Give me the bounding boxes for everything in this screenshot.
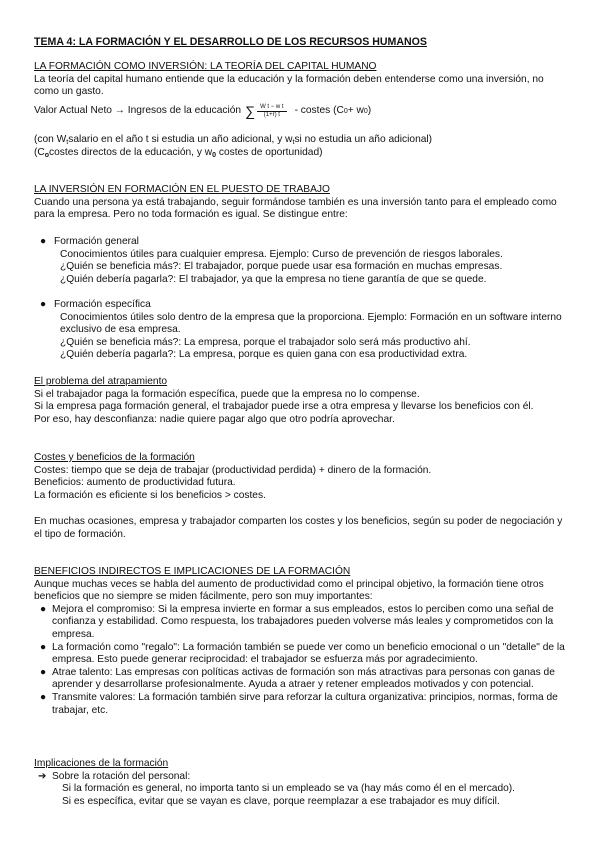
section-heading: LA FORMACIÓN COMO INVERSIÓN: LA TEORÍA DEL CAPITAL HUMANO	[34, 61, 377, 72]
note-text: costes directos de la educación, y w	[49, 146, 213, 158]
note-line	[34, 147, 566, 160]
note-line	[34, 134, 566, 147]
note-text: salario en el año t si estudia un año adicional, y w	[68, 134, 293, 145]
item-line: Si es específica, evitar que se vayan es clave, porque reemplazar a ese trabajador es muy difícil.	[62, 795, 500, 807]
paragraph: La formación es eficiente si los beneficios > costes.	[34, 489, 266, 501]
formula-van: Valor Actual Neto → Ingresos de la educación ∑ $\frac{\text{W t − w t}}{(1+r) t}$ - costes (C 0 + w 0 )	[34, 103, 372, 120]
list-item	[34, 642, 566, 667]
formula-notes	[34, 134, 566, 159]
bullet-icon: ●	[40, 603, 47, 615]
bullet-icon: ●	[40, 691, 47, 703]
list-item	[34, 604, 566, 642]
section-implicaciones	[34, 758, 566, 808]
section-capital-humano	[34, 61, 566, 99]
paragraph: Si la empresa paga formación general, el trabajador puede irse a otra empresa y llevarse los beneficios con él.	[34, 401, 534, 413]
paragraph: En muchas ocasiones, empresa y trabajador comparten los costes y los beneficios, según su poder de negociación y el tipo de formación.	[34, 516, 563, 540]
bullet-icon: ●	[40, 666, 47, 678]
formula-close: )	[367, 105, 372, 117]
bullet-icon: ●	[40, 641, 47, 653]
section-heading: LA INVERSIÓN EN FORMACIÓN EN EL PUESTO DE TRABAJO	[34, 184, 330, 195]
item-line: Conocimientos útiles para cualquier empresa. Ejemplo: Curso de prevención de riesgos laborales.	[60, 248, 503, 260]
note-sub: t	[66, 139, 69, 146]
note-sub: 0	[212, 151, 217, 159]
document-title: TEMA 4: LA FORMACIÓN Y EL DESARROLLO DE LOS RECURSOS HUMANOS	[34, 36, 427, 48]
arrow-right-icon: ➔	[38, 770, 47, 782]
fraction-numerator: W t − w t	[257, 104, 287, 112]
note-text: (con W	[34, 134, 67, 145]
formula-plus: + w	[347, 105, 364, 117]
item-line: Conocimientos útiles solo dentro de la empresa que la proporciona. Ejemplo: Formación en un software interno exclusivo de esa empresa.	[60, 311, 562, 336]
arrow-list-item	[34, 771, 566, 784]
list-formacion-especifica	[34, 299, 566, 362]
item-title: Formación general	[54, 236, 139, 247]
item-title: Formación específica	[54, 299, 151, 310]
benefits-list	[34, 604, 566, 717]
note-text: (C	[34, 146, 45, 158]
section-beneficios-indirectos	[34, 566, 566, 717]
fraction-denominator: (1+r) t	[263, 112, 280, 118]
item-text: Atrae talento: Las empresas con políticas activas de formación son más atractivas para personas con ganas de aprender y desarrollarse profesionalmente. Ayuda a atraer y retener empleados motivados y con potencial.	[52, 666, 555, 691]
section-costes-beneficios	[34, 452, 566, 502]
item-text: Mejora el compromiso: Si la empresa invierte en formar a sus empleados, estos lo perciben como una señal de confianza y estabilidad. Como respuesta, los trabajadores pueden volverse más leales y comprometidos con la empresa.	[52, 603, 554, 640]
list-formacion-general	[34, 236, 566, 286]
item-line: ¿Quién debería pagarla?: El trabajador, ya que la empresa no tiene garantía de que se quede.	[60, 273, 487, 285]
list-item	[34, 667, 566, 692]
item-text: Transmite valores: La formación también sirve para reforzar la cultura organizativa: principios, normas, forma de trabajar, etc.	[52, 691, 558, 716]
item-line: Si la formación es general, no importa tanto si un empleado se va (hay más como él en el mercado).	[62, 783, 516, 795]
formula-prefix: Valor Actual Neto → Ingresos de la educación	[34, 105, 242, 117]
note-sub: t	[292, 139, 295, 146]
item-line: ¿Quién se beneficia más?: El trabajador, porque puede usar esa formación en muchas empresas.	[60, 261, 503, 273]
section-heading: BENEFICIOS INDIRECTOS E IMPLICACIONES DE LA FORMACIÓN	[34, 566, 351, 577]
paragraph: La teoría del capital humano entiende que la educación y la formación deben entenderse como una inversión, no como un gasto.	[34, 73, 544, 98]
paragraph: Por eso, hay desconfianza: nadie quiere pagar algo que otro podría aprovechar.	[34, 413, 395, 425]
paragraph: Cuando una persona ya está trabajando, seguir formándose también es una inversión tanto para el empleado como para la empresa. Pero no toda formación es igual. Se distingue entre:	[34, 196, 557, 221]
paragraph: Beneficios: aumento de productividad futura.	[34, 477, 236, 489]
section-heading: Implicaciones de la formación	[34, 758, 169, 769]
bullet-icon: ●	[40, 236, 47, 247]
paragraph: Costes: tiempo que se deja de trabajar (productividad perdida) + dinero de la formación.	[34, 464, 432, 476]
note-text: costes de oportunidad)	[216, 146, 323, 158]
note-text: si no estudia un año adicional)	[294, 134, 433, 145]
list-item	[34, 692, 566, 717]
item-title: Sobre la rotación del personal:	[52, 770, 191, 782]
section-inversion-puesto	[34, 184, 566, 222]
paragraph: Aunque muchas veces se habla del aumento de productividad como el principal objetivo, la formación tiene otros beneficios que no siempre se miden fácilmente, pero son muy importantes:	[34, 578, 544, 603]
section-atrapamiento	[34, 376, 566, 426]
paragraph: Si el trabajador paga la formación específica, puede que la empresa no lo compense.	[34, 388, 420, 400]
item-line: ¿Quién debería pagarla?: La empresa, porque es quien gana con esa productividad extra.	[60, 349, 468, 361]
formula-suffix: - costes (C	[294, 105, 344, 117]
paragraph-negociacion	[34, 516, 566, 541]
sigma-symbol: ∑	[245, 103, 256, 120]
item-line: ¿Quién se beneficia más?: La empresa, porque el trabajador solo será más productivo ahí.	[60, 336, 471, 348]
formula-fraction	[257, 104, 287, 119]
list-item	[34, 299, 566, 362]
item-text: La formación como "regalo": La formación también se puede ver como un beneficio emocional o un "detalle" de la empresa. Esto puede generar reciprocidad: el trabajador se esfuerza más por agradecimiento.	[52, 641, 565, 666]
list-item	[34, 236, 566, 286]
note-sub: o	[44, 151, 50, 159]
section-heading: Costes y beneficios de la formación	[34, 452, 195, 463]
section-heading: El problema del atrapamiento	[34, 376, 168, 387]
bullet-icon: ●	[40, 299, 47, 310]
